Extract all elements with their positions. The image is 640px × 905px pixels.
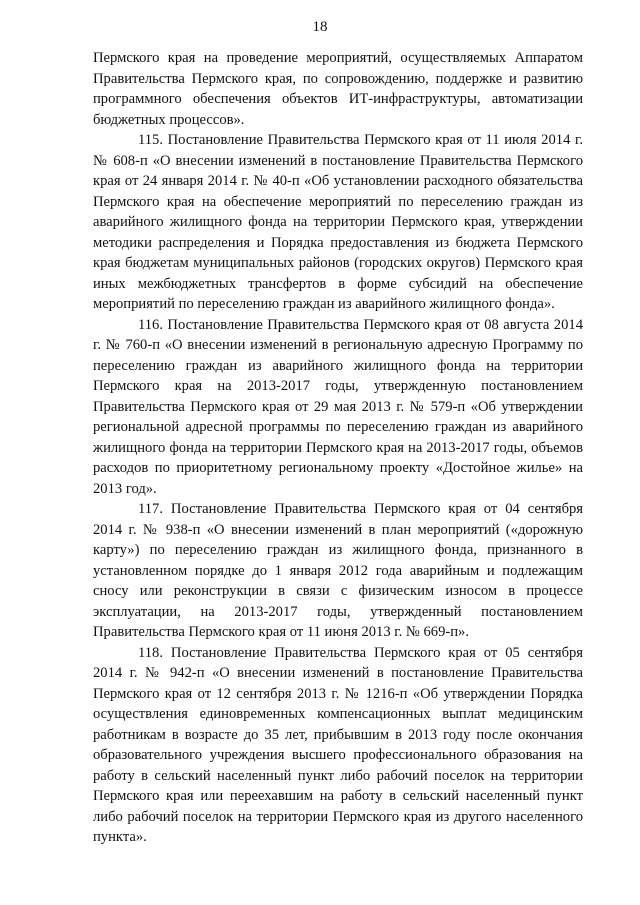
paragraph-item-115: 115. Постановление Правительства Пермского края от 11 июля 2014 г. № 608-п «О внесении изменений в постановление Правительства Пермского края от 24 января 2014 г. № 40-п «Об установлении расходного обязательства Пермского края на обеспечение мероприятий по переселению граждан из аварийного жилищного фонда на территории Пермского края, утверждении методики распределения и Порядка предоставления из бюджета Пермского края бюджетам муниципальных районов (городских округов) Пермского края иных межбюджетных трансфертов в форме субсидий на обеспечение мероприятий по переселению граждан из аварийного жилищного фонда». (93, 132, 583, 312)
document-body (93, 48, 583, 848)
paragraph-item-118: 118. Постановление Правительства Пермского края от 05 сентября 2014 г. № 942-п «О внесении изменений в постановление Правительства Пермского края от 12 сентября 2013 г. № 1216-п «Об утверждении Порядка осуществления единовременных компенсационных выплат медицинским работникам в возрасте до 35 лет, прибывшим в 2013 году после окончания образовательного учреждения высшего профессионального образования на работу в сельский населенный пункт либо рабочий поселок на территории Пермского края или переехавшим на работу в сельский населенный пункт либо рабочий поселок на территории Пермского края из другого населенного пункта». (93, 644, 583, 845)
paragraph-item-116: 116. Постановление Правительства Пермского края от 08 августа 2014 г. № 760-п «О внесении изменений в региональную адресную Программу по переселению граждан из аварийного жилищного фонда на территории Пермского края на 2013-2017 годы, утвержденную постановлением Правительства Пермского края от 29 мая 2013 г. № 579-п «Об утверждении региональной адресной программы по переселению граждан из аварийного жилищного фонда на территории Пермского края на 2013-2017 годы, объемов расходов по приоритетному региональному проекту «Достойное жилье» на 2013 год». (93, 316, 583, 497)
paragraph-item-117: 117. Постановление Правительства Пермского края от 04 сентября 2014 г. № 938-п «О внесении изменений в план мероприятий («дорожную карту») по переселению граждан из жилищного фонда, признанного в установленном порядке до 1 января 2012 года аварийным и подлежащим сносу или реконструкции в связи с физическим износом в процессе эксплуатации, на 2013-2017 годы, утвержденный постановлением Правительства Пермского края от 11 июня 2013 г. № 669-п». (93, 501, 583, 640)
paragraph-continuation: Пермского края на проведение мероприятий, осуществляемых Аппаратом Правительства Пермского края, по сопровождению, поддержке и развитию программного обеспечения объектов ИТ-инфраструктуры, автоматизации бюджетных процессов». (93, 50, 583, 128)
page-number: 18 (312, 19, 328, 35)
